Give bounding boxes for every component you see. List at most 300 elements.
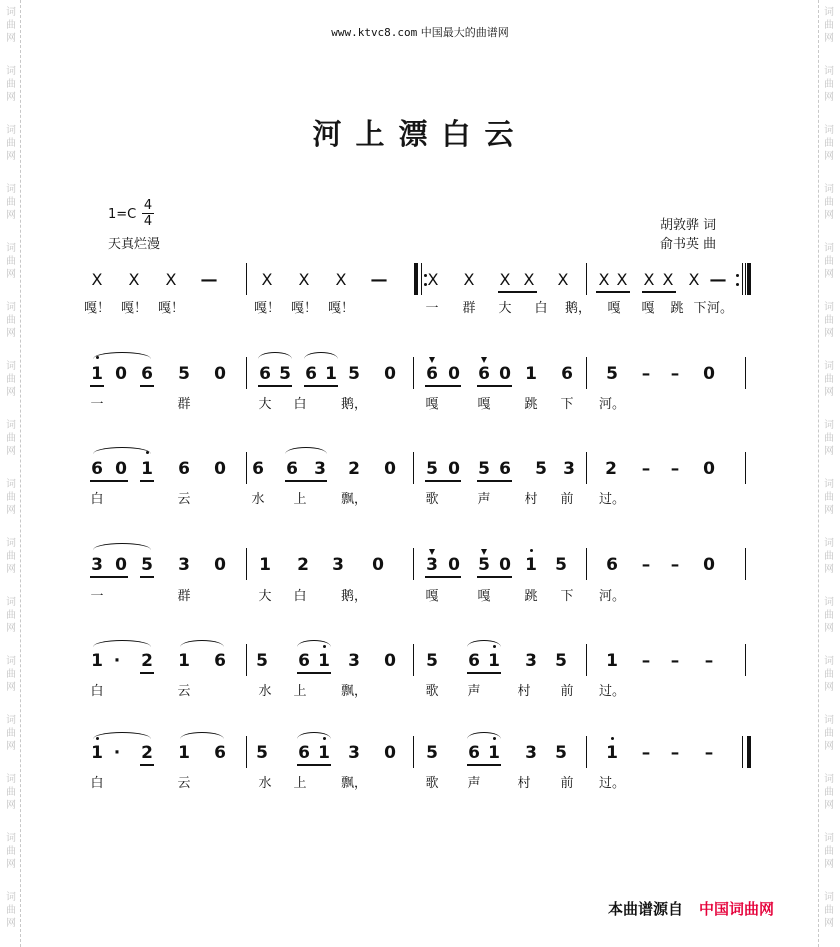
lyric: 前 — [560, 776, 574, 791]
watermark-text: 词 曲 网 — [824, 656, 834, 693]
footer — [608, 898, 774, 919]
note: 5 — [426, 743, 438, 763]
note-underline — [596, 291, 630, 293]
lyric: 声 — [467, 776, 481, 791]
barline — [413, 548, 414, 580]
slur — [297, 640, 331, 647]
slur — [93, 352, 151, 359]
note: X — [261, 270, 273, 289]
barline — [586, 452, 587, 484]
watermark-text: 词 曲 网 — [6, 715, 16, 752]
lyric: 过。 — [598, 776, 625, 791]
note: 1 — [141, 459, 153, 479]
accent-mark — [481, 549, 487, 555]
note: 6 — [214, 743, 226, 763]
lyric: 飘， — [340, 492, 367, 507]
tempo-marking: 天真烂漫 — [108, 237, 161, 252]
note: 5 — [555, 651, 567, 671]
slur — [93, 732, 151, 739]
page-title: 河上漂白云 — [312, 117, 528, 151]
barline — [246, 548, 247, 580]
note: 0 — [372, 555, 384, 575]
note-underline — [498, 291, 537, 293]
note: X — [128, 270, 140, 289]
lyric: 下 — [693, 301, 707, 316]
slur — [93, 640, 151, 647]
note: 1 — [178, 651, 190, 671]
note-underline — [140, 672, 154, 674]
note: 6 — [468, 651, 480, 671]
barline — [586, 736, 587, 768]
repeat-end-thin — [742, 263, 743, 295]
watermark-text: 词 曲 网 — [6, 833, 16, 870]
note: 2 — [605, 459, 617, 479]
note: 6 — [91, 459, 103, 479]
lyric: 声 — [467, 684, 481, 699]
lyric: 上 — [293, 492, 307, 507]
watermark-text: 词 曲 网 — [824, 7, 834, 44]
note: 2 — [141, 743, 153, 763]
watermark-text: 词 曲 网 — [6, 302, 16, 339]
note: 3 — [178, 555, 190, 575]
note: 6 — [214, 651, 226, 671]
watermark-text: 词 曲 网 — [824, 715, 834, 752]
note-underline — [425, 385, 461, 387]
slur — [467, 640, 501, 647]
barline — [586, 548, 587, 580]
lyric: 云 — [177, 684, 191, 699]
note-underline — [90, 576, 128, 578]
watermark-text: 词 曲 网 — [6, 656, 16, 693]
barline — [586, 263, 587, 295]
watermark-text: 词 曲 网 — [6, 538, 16, 575]
lyric: 大 — [498, 301, 512, 316]
watermark-text: 词 曲 网 — [6, 66, 16, 103]
lyric: 飘， — [340, 776, 367, 791]
barline — [745, 644, 746, 676]
hold-dash: – — [670, 743, 680, 763]
note: 6 — [259, 364, 271, 384]
watermark-text: 词 曲 网 — [824, 774, 834, 811]
lyric: 嘎 — [641, 301, 655, 316]
slur — [93, 543, 151, 550]
lyric: 鹅， — [340, 589, 367, 604]
lyric: 云 — [177, 492, 191, 507]
note-underline — [642, 291, 676, 293]
hold-dash: — — [200, 270, 218, 290]
hold-dash: – — [641, 555, 651, 575]
lyric: 嘎！ — [253, 301, 280, 316]
barline — [413, 452, 414, 484]
watermark-text: 词 曲 网 — [6, 184, 16, 221]
note: 2 — [141, 651, 153, 671]
hold-dash: — — [709, 270, 727, 290]
lyric: 鹅， — [564, 301, 591, 316]
hold-dash: – — [670, 459, 680, 479]
repeat-start-thick — [414, 263, 418, 295]
lyric: 一 — [425, 301, 439, 316]
note-underline — [425, 576, 461, 578]
note: 1 — [91, 364, 103, 384]
watermark-text: 词 曲 网 — [6, 892, 16, 929]
note: X — [643, 270, 655, 289]
hold-dash: – — [641, 459, 651, 479]
repeat-dot — [736, 283, 739, 286]
lyric: 跳 — [524, 397, 538, 412]
lyric: 嘎 — [477, 397, 491, 412]
note: 0 — [384, 364, 396, 384]
lyric: 上 — [293, 776, 307, 791]
note-underline — [140, 764, 154, 766]
note: 6 — [298, 743, 310, 763]
note: X — [598, 270, 610, 289]
lyric: 嘎！ — [327, 301, 354, 316]
hold-dash: – — [670, 364, 680, 384]
note: 5 — [426, 651, 438, 671]
watermark-text: 词 曲 网 — [6, 774, 16, 811]
note: 6 — [305, 364, 317, 384]
note: 1 — [91, 651, 103, 671]
watermark-text: 词 曲 网 — [824, 833, 834, 870]
note-underline — [140, 576, 154, 578]
lyric: 村 — [517, 684, 531, 699]
note: X — [688, 270, 700, 289]
note: X — [165, 270, 177, 289]
note: 1 — [488, 651, 500, 671]
note-underline — [140, 480, 154, 482]
note: 5 — [256, 651, 268, 671]
accent-mark — [481, 357, 487, 363]
lyric: 白 — [293, 589, 307, 604]
note: 1 — [178, 743, 190, 763]
note: X — [557, 270, 569, 289]
lyric: 河。 — [598, 589, 625, 604]
note: 3 — [332, 555, 344, 575]
site-tagline: 中国最大的曲谱网 — [420, 26, 509, 39]
watermark-text: 词 曲 网 — [6, 243, 16, 280]
note: 5 — [606, 364, 618, 384]
note: · — [113, 743, 121, 763]
note: 5 — [256, 743, 268, 763]
note-underline — [477, 385, 512, 387]
barline — [246, 644, 247, 676]
note: 1 — [318, 651, 330, 671]
accent-mark — [429, 549, 435, 555]
hold-dash: – — [641, 743, 651, 763]
slur — [297, 732, 331, 739]
note: 6 — [499, 459, 511, 479]
note: 6 — [141, 364, 153, 384]
lyric: 白 — [293, 397, 307, 412]
barline — [745, 357, 746, 389]
lyric: 过。 — [598, 684, 625, 699]
repeat-dot — [424, 274, 427, 277]
note: 5 — [555, 743, 567, 763]
note-underline — [285, 480, 327, 482]
note: 3 — [348, 651, 360, 671]
barline — [413, 357, 414, 389]
time-signature-top: 4 — [143, 198, 153, 213]
barline — [413, 644, 414, 676]
barline — [246, 736, 247, 768]
watermark-text: 词 曲 网 — [824, 302, 834, 339]
note: 5 — [478, 459, 490, 479]
note: 2 — [297, 555, 309, 575]
note: 3 — [525, 651, 537, 671]
watermark-text: 词 曲 网 — [824, 538, 834, 575]
note: 0 — [703, 364, 715, 384]
slur — [93, 447, 151, 454]
lyric: 嘎！ — [83, 301, 110, 316]
lyric: 水 — [251, 492, 265, 507]
watermark-text: 词 曲 网 — [824, 66, 834, 103]
watermark-text: 词 曲 网 — [824, 597, 834, 634]
note: 5 — [478, 555, 490, 575]
lyric: 嘎 — [607, 301, 621, 316]
note: 3 — [314, 459, 326, 479]
octave-dot — [530, 549, 533, 552]
note-underline — [477, 480, 512, 482]
lyric: 云 — [177, 776, 191, 791]
barline — [745, 548, 746, 580]
note: 0 — [384, 459, 396, 479]
note: 0 — [499, 555, 511, 575]
barline — [586, 357, 587, 389]
lyric: 河。 — [706, 301, 733, 316]
note: 3 — [348, 743, 360, 763]
lyric: 村 — [524, 492, 538, 507]
note: X — [463, 270, 475, 289]
note: 0 — [703, 555, 715, 575]
note-underline — [467, 672, 501, 674]
lyric: 水 — [258, 776, 272, 791]
lyric: 水 — [258, 684, 272, 699]
lyric: 歌 — [425, 776, 439, 791]
slur — [467, 732, 501, 739]
key-signature: 1=C — [108, 207, 137, 222]
hold-dash: — — [370, 270, 388, 290]
hold-dash: – — [641, 364, 651, 384]
slur — [258, 352, 292, 359]
barline — [413, 736, 414, 768]
slur — [180, 640, 224, 647]
note: X — [427, 270, 439, 289]
note: 1 — [606, 651, 618, 671]
note: 3 — [426, 555, 438, 575]
repeat-dot — [736, 274, 739, 277]
note: X — [298, 270, 310, 289]
note: 6 — [561, 364, 573, 384]
watermark-text: 词 曲 网 — [6, 420, 16, 457]
note: 2 — [348, 459, 360, 479]
note: 5 — [141, 555, 153, 575]
hold-dash: – — [704, 651, 714, 671]
lyricist-credit: 胡敦骅 词 — [660, 218, 717, 233]
note: 1 — [525, 555, 537, 575]
watermark-text: 词 曲 网 — [824, 420, 834, 457]
lyric: 声 — [477, 492, 491, 507]
note-underline — [297, 764, 331, 766]
note: X — [523, 270, 535, 289]
lyric: 下 — [560, 397, 574, 412]
note: 6 — [252, 459, 264, 479]
barline — [745, 263, 746, 295]
note: 5 — [178, 364, 190, 384]
watermark-text: 词 曲 网 — [824, 125, 834, 162]
note: 0 — [214, 364, 226, 384]
watermark-text: 词 曲 网 — [6, 361, 16, 398]
note: 1 — [259, 555, 271, 575]
lyric: 嘎 — [425, 589, 439, 604]
note: 1 — [318, 743, 330, 763]
footer-brand-link[interactable]: 中国词曲网 — [699, 900, 775, 918]
slur — [285, 447, 327, 454]
watermark-text: 词 曲 网 — [824, 361, 834, 398]
note: 3 — [563, 459, 575, 479]
note: 5 — [535, 459, 547, 479]
note: 5 — [426, 459, 438, 479]
note-underline — [477, 576, 512, 578]
note-underline — [467, 764, 501, 766]
lyric: 嘎！ — [157, 301, 184, 316]
lyric: 歌 — [425, 684, 439, 699]
note: 1 — [488, 743, 500, 763]
lyric: 群 — [462, 301, 476, 316]
lyric: 河。 — [598, 397, 625, 412]
note: 1 — [525, 364, 537, 384]
note: 0 — [214, 459, 226, 479]
note: X — [499, 270, 511, 289]
note-underline — [258, 385, 292, 387]
lyric: 一 — [90, 589, 104, 604]
note-underline — [90, 385, 104, 387]
site-url[interactable]: www.ktvc8.com — [331, 26, 418, 39]
note: 3 — [525, 743, 537, 763]
watermark-text: 词 曲 网 — [6, 125, 16, 162]
note: 0 — [384, 743, 396, 763]
lyric: 大 — [258, 589, 272, 604]
note: 1 — [325, 364, 337, 384]
note: 5 — [555, 555, 567, 575]
lyric: 嘎！ — [290, 301, 317, 316]
note: 0 — [448, 364, 460, 384]
note: 0 — [448, 459, 460, 479]
note: 0 — [384, 651, 396, 671]
note: 6 — [606, 555, 618, 575]
watermark-text: 词 曲 网 — [6, 597, 16, 634]
lyric: 前 — [560, 492, 574, 507]
lyric: 白 — [90, 492, 104, 507]
note-underline — [304, 385, 338, 387]
note: 0 — [214, 555, 226, 575]
repeat-start-thin — [421, 263, 422, 295]
note: 0 — [115, 364, 127, 384]
final-barline-thin — [742, 736, 743, 768]
lyric: 前 — [560, 684, 574, 699]
lyric: 跳 — [524, 589, 538, 604]
watermark-text: 词 曲 网 — [6, 7, 16, 44]
watermark-text: 词 曲 网 — [6, 479, 16, 516]
hold-dash: – — [670, 555, 680, 575]
composer-credit: 俞书英 曲 — [660, 237, 717, 252]
lyric: 嘎！ — [120, 301, 147, 316]
barline — [246, 263, 247, 295]
lyric: 群 — [177, 589, 191, 604]
barline — [246, 452, 247, 484]
note: 5 — [348, 364, 360, 384]
accent-mark — [429, 357, 435, 363]
note: 6 — [286, 459, 298, 479]
lyric: 下 — [560, 589, 574, 604]
lyric: 白 — [90, 684, 104, 699]
note: 6 — [426, 364, 438, 384]
note: 0 — [703, 459, 715, 479]
note: 6 — [298, 651, 310, 671]
lyric: 一 — [90, 397, 104, 412]
lyric: 群 — [177, 397, 191, 412]
barline — [246, 357, 247, 389]
note: 1 — [91, 743, 103, 763]
octave-dot — [611, 737, 614, 740]
note: X — [335, 270, 347, 289]
note: 1 — [606, 743, 618, 763]
lyric: 歌 — [425, 492, 439, 507]
final-barline-thick — [747, 736, 751, 768]
lyric: 嘎 — [425, 397, 439, 412]
barline — [745, 452, 746, 484]
note-underline — [90, 480, 128, 482]
note: 5 — [279, 364, 291, 384]
note: 0 — [115, 555, 127, 575]
lyric: 跳 — [670, 301, 684, 316]
hold-dash: – — [704, 743, 714, 763]
note: 6 — [178, 459, 190, 479]
lyric: 村 — [517, 776, 531, 791]
note: 0 — [115, 459, 127, 479]
footer-source-label: 本曲谱源自 — [608, 900, 684, 918]
note: 6 — [478, 364, 490, 384]
lyric: 鹅， — [340, 397, 367, 412]
note-underline — [425, 480, 461, 482]
repeat-dot — [424, 283, 427, 286]
lyric: 白 — [90, 776, 104, 791]
slur — [180, 732, 224, 739]
repeat-end-thick — [747, 263, 751, 295]
note: 0 — [499, 364, 511, 384]
hold-dash: – — [641, 651, 651, 671]
note: 6 — [468, 743, 480, 763]
lyric: 大 — [258, 397, 272, 412]
barline — [586, 644, 587, 676]
slur — [304, 352, 338, 359]
watermark-text: 词 曲 网 — [824, 184, 834, 221]
note: 0 — [448, 555, 460, 575]
watermark-text: 词 曲 网 — [824, 892, 834, 929]
note: X — [91, 270, 103, 289]
note: X — [662, 270, 674, 289]
note: X — [616, 270, 628, 289]
note-underline — [297, 672, 331, 674]
lyric: 白 — [534, 301, 548, 316]
lyric: 过。 — [598, 492, 625, 507]
watermark-text: 词 曲 网 — [824, 479, 834, 516]
time-signature-bottom: 4 — [143, 214, 153, 229]
watermark-text: 词 曲 网 — [824, 243, 834, 280]
hold-dash: – — [670, 651, 680, 671]
note-underline — [140, 385, 154, 387]
lyric: 飘， — [340, 684, 367, 699]
note: · — [113, 651, 121, 671]
